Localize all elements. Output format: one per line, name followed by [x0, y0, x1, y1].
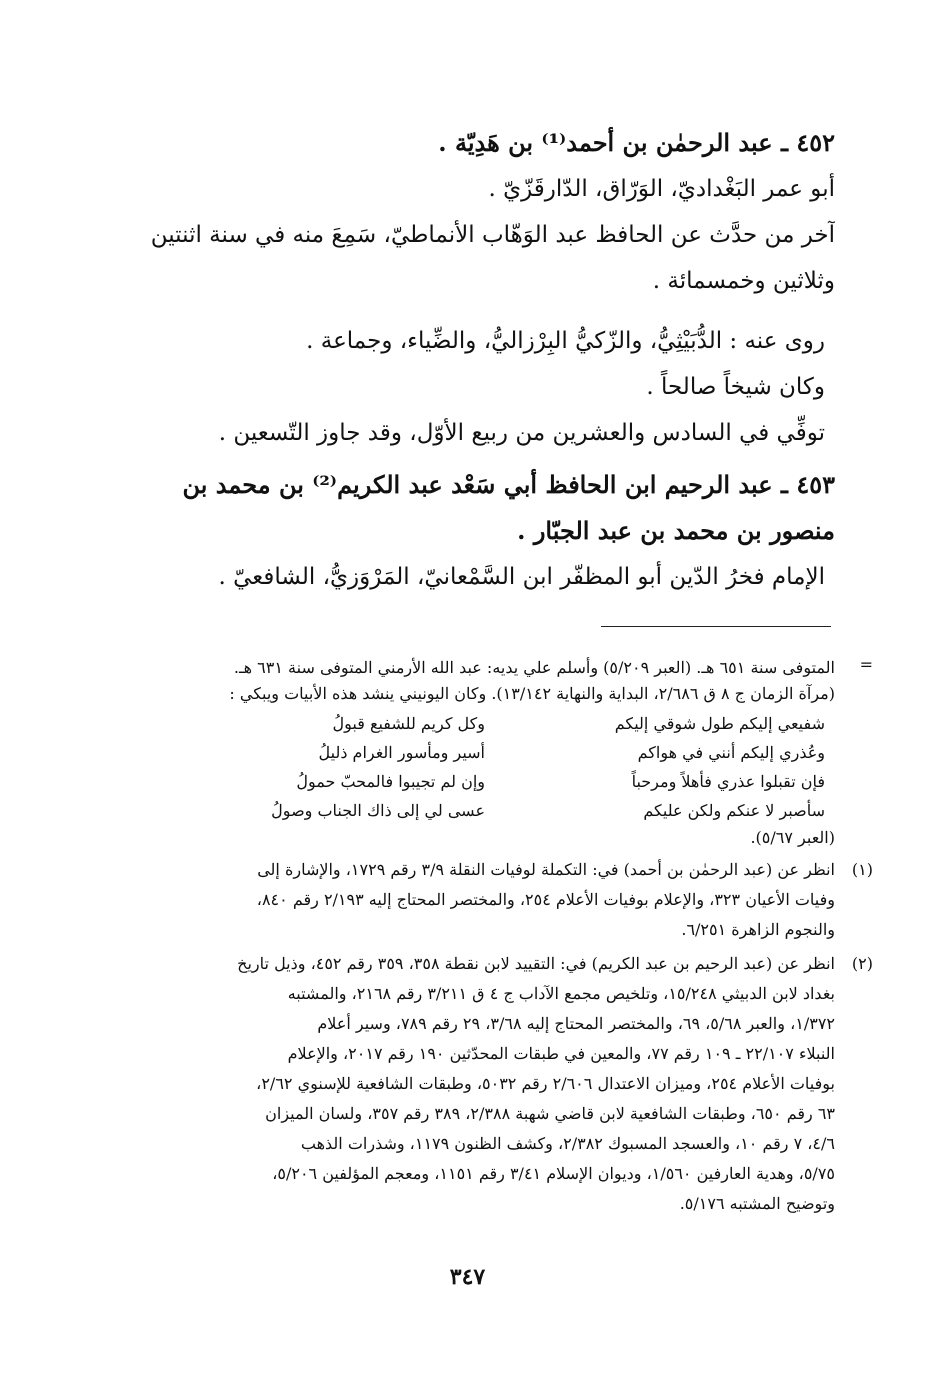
footnote-continued-end: (العبر ٥/٦٧).: [750, 828, 835, 847]
verse: [100, 796, 825, 825]
verse-second-hemistich: أسير ومأسور الغرام ذليلُ: [318, 743, 485, 762]
footnote-2-line: بوفيات الأعلام ٢٥٤، وميزان الاعتدال ٢/٦٠٦ رقم ٥٠٣٢، وطبقات الشافعية للإسنوي ٢/٦٢،: [256, 1074, 835, 1093]
footnote-2-line: انظر عن (عبد الرحيم بن عبد الكريم) في: التقييد لابن نقطة ٣٥٨، ٣٥٩ رقم ٤٥٢، وذيل تاريخ: [237, 954, 835, 973]
verse: [100, 767, 825, 796]
verse-first-hemistich: فإن تقبلوا عذري فأهلاً ومرحباً: [631, 772, 825, 791]
footnote-2-line: وتوضيح المشتبه ٥/١٧٦.: [679, 1194, 835, 1213]
footnote-continued-line-1: المتوفى سنة ٦٥١ هـ. (العبر ٥/٢٠٩) وأسلم علي يديه: عبد الله الأرمني المتوفى سنة ٦٣١ هـ.: [233, 658, 835, 677]
footnote-1: [100, 855, 873, 945]
continuation-mark: =: [859, 655, 873, 674]
entry-453-heading-a: ٤٥٣ ـ عبد الرحيم ابن الحافظ أبي سَعْد عبد الكريم⁽²⁾ بن محمد بن: [182, 470, 835, 499]
entry-452-text-1b: وثلاثين وخمسمائة .: [652, 268, 835, 294]
footnote-1-line: وفيات الأعيان ٣٢٣، والإعلام بوفيات الأعلام ٢٥٤، والمختصر المحتاج إليه ٢/١٩٣ رقم ٨٤٠،: [256, 890, 835, 909]
entry-452-description: وكان شيخاً صالحاً .: [646, 374, 825, 400]
footnote-1-line: والنجوم الزاهرة ٦/٢٥١.: [681, 920, 835, 939]
main-text: [100, 120, 835, 600]
entry-452-text-1a: آخر من حدَّث عن الحافظ عبد الوَهّاب الأنماطيّ، سَمِعَ منه في سنة اثنتين: [150, 222, 835, 248]
footnote-2-number: (٢): [851, 954, 873, 973]
page-number: ٣٤٧: [449, 1264, 486, 1290]
footnote-divider: [601, 626, 831, 627]
footnote-2-line: بغداد لابن الدبيثي ١٥/٢٤٨، وتلخيص مجمع الآداب ج ٤ ق ٣/٢١١ رقم ٢١٦٨، والمشتبه: [287, 984, 835, 1003]
footnote-2-line: النبلاء ٢٢/١٠٧ ـ ١٠٩ رقم ٧٧، والمعين في طبقات المحدّثين ١٩٠ رقم ٢٠١٧، والإعلام: [287, 1044, 835, 1063]
footnote-continued-line-2: (مرآة الزمان ج ٨ ق ٢/٦٨٦، البداية والنهاية ١٣/١٤٢). وكان اليونيني ينشد هذه الأبيات ويبكي :: [229, 684, 835, 703]
verse-first-hemistich: وعُذري إليكم أنني في هواكم: [637, 743, 825, 762]
verse: [100, 709, 825, 738]
entry-452-narrators: روى عنه : الدُّبَيْثِيُّ، والزّكيُّ البِرْزاليُّ، والضِّياء، وجماعة .: [306, 328, 825, 354]
verse: [100, 738, 825, 767]
entry-452-death: توفِّي في السادس والعشرين من ربيع الأوّل، وقد جاوز التّسعين .: [218, 420, 825, 446]
footnote-2: [100, 949, 873, 1219]
verse-second-hemistich: وإن لم تجيبوا فالمحبّ حمولُ: [296, 772, 485, 791]
footnote-2-line: ١/٣٧٢، والعبر ٥/٦٨، ٦٩، والمختصر المحتاج إليه ٣/٦٨، ٢٩ رقم ٧٨٩، وسير أعلام: [317, 1014, 835, 1033]
footnote-1-number: (١): [851, 860, 873, 879]
verse-first-hemistich: سأصبر لا عنكم ولكن عليكم: [643, 801, 825, 820]
entry-452-heading: ٤٥٢ ـ عبد الرحمٰن بن أحمد⁽¹⁾ بن هَدِيّة .: [438, 128, 835, 157]
entry-453-text-1: الإمام فخرُ الدّين أبو المظفّر ابن السَّمْعانيّ، المَرْوَزيُّ، الشافعيّ .: [218, 564, 825, 590]
footnote-2-line: ٦٣ رقم ٦٥٠، وطبقات الشافعية لابن قاضي شهبة ٢/٣٨٨، ٣٨٩ رقم ٣٥٧، ولسان الميزان: [265, 1104, 835, 1123]
footnote-2-line: ٥/٧٥، وهدية العارفين ١/٥٦٠، وديوان الإسلام ٣/٤١ رقم ١١٥١، ومعجم المؤلفين ٥/٢٠٦،: [272, 1164, 835, 1183]
verse-second-hemistich: وكل كريم للشفيع قبولُ: [332, 714, 485, 733]
footnote-2-line: ٤/٦، ٧ رقم ١٠، والعسجد المسبوك ٢/٣٨٢، وكشف الظنون ١١٧٩، وشذرات الذهب: [300, 1134, 835, 1153]
poem-verses: [100, 709, 825, 825]
verse-first-hemistich: شفيعي إليكم طول شوقي إليكم: [614, 714, 825, 733]
entry-452-kunya: أبو عمر البَغْداديّ، الوَرّاق، الدّارقَزّيّ .: [488, 176, 835, 202]
entry-453-heading-b: منصور بن محمد بن عبد الجبّار .: [517, 516, 835, 545]
footnotes: [100, 655, 873, 1219]
verse-second-hemistich: عسى لي إلى ذاك الجناب وصولُ: [271, 801, 485, 820]
footnote-1-line: انظر عن (عبد الرحمٰن بن أحمد) في: التكملة لوفيات النقلة ٣/٩ رقم ١٧٢٩، والإشارة إلى: [257, 860, 835, 879]
